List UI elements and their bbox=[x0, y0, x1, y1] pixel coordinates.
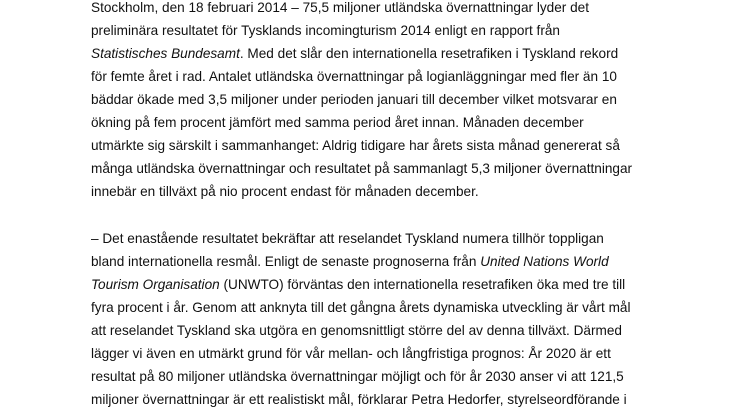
text-line: miljoner övernattningar är ett realistiskt mål, förklarar Petra Hedorfer, styrelseordförande i bbox=[91, 392, 627, 407]
text-line bbox=[91, 250, 741, 273]
text-line bbox=[91, 42, 741, 65]
organisation-name-italic: Tourism Organisation bbox=[91, 277, 220, 292]
text-line: för femte året i rad. Antalet utländska övernattningar på logianläggningar med fler än 10 bbox=[91, 69, 617, 84]
text-line: fyra procent i år. Genom att anknyta till det gångna årets dynamiska utveckling är vårt mål bbox=[91, 300, 631, 315]
text-line: att reselandet Tyskland ska utgöra en genomsnittligt större del av denna tillväxt. Därmed bbox=[91, 323, 622, 338]
text-line: många utländska övernattningar och resultatet på sammanlagt 5,3 miljoner övernattningar bbox=[91, 161, 633, 176]
text-line bbox=[91, 273, 741, 296]
text-line: ökning på fem procent jämfört med samma period året innan. Månaden december bbox=[91, 115, 584, 130]
source-name-italic: Statistisches Bundesamt bbox=[91, 46, 240, 61]
text-line: bäddar ökade med 3,5 miljoner under perioden januari till december vilket motsvarar en bbox=[91, 92, 617, 107]
text-line: preliminära resultatet för Tysklands incomingturism 2014 enligt en rapport från bbox=[91, 23, 560, 38]
text-line: lägger vi även en utmärkt grund för vår mellan- och långfristiga prognos: År 2020 är ett bbox=[91, 346, 611, 361]
text-fragment: . Med det slår den internationella resetrafiken i Tyskland rekord bbox=[239, 46, 619, 61]
press-release-body bbox=[91, 0, 741, 411]
paragraph-spacer bbox=[91, 203, 741, 227]
text-line: – Det enastående resultatet bekräftar att reselandet Tyskland numera tillhör toppligan bbox=[91, 231, 604, 246]
text-line: utmärkte sig särskilt i sammanhanget: Aldrig tidigare har årets sista månad genererat så bbox=[91, 138, 620, 153]
text-fragment: (UNWTO) förväntas den internationella resetrafiken öka med tre till bbox=[219, 277, 626, 292]
paragraph-quote bbox=[91, 227, 741, 411]
text-line: resultat på 80 miljoner utländska övernattningar möjligt och för år 2030 anser vi att 121,5 bbox=[91, 369, 624, 384]
paragraph-intro bbox=[91, 0, 741, 203]
text-line: innebär en tillväxt på nio procent endast för månaden december. bbox=[91, 184, 479, 199]
text-line: Stockholm, den 18 februari 2014 – 75,5 miljoner utländska övernattningar lyder det bbox=[91, 0, 589, 15]
text-fragment: bland internationella resmål. Enligt de senaste prognoserna från bbox=[91, 254, 481, 269]
organisation-name-italic: United Nations World bbox=[480, 254, 609, 269]
